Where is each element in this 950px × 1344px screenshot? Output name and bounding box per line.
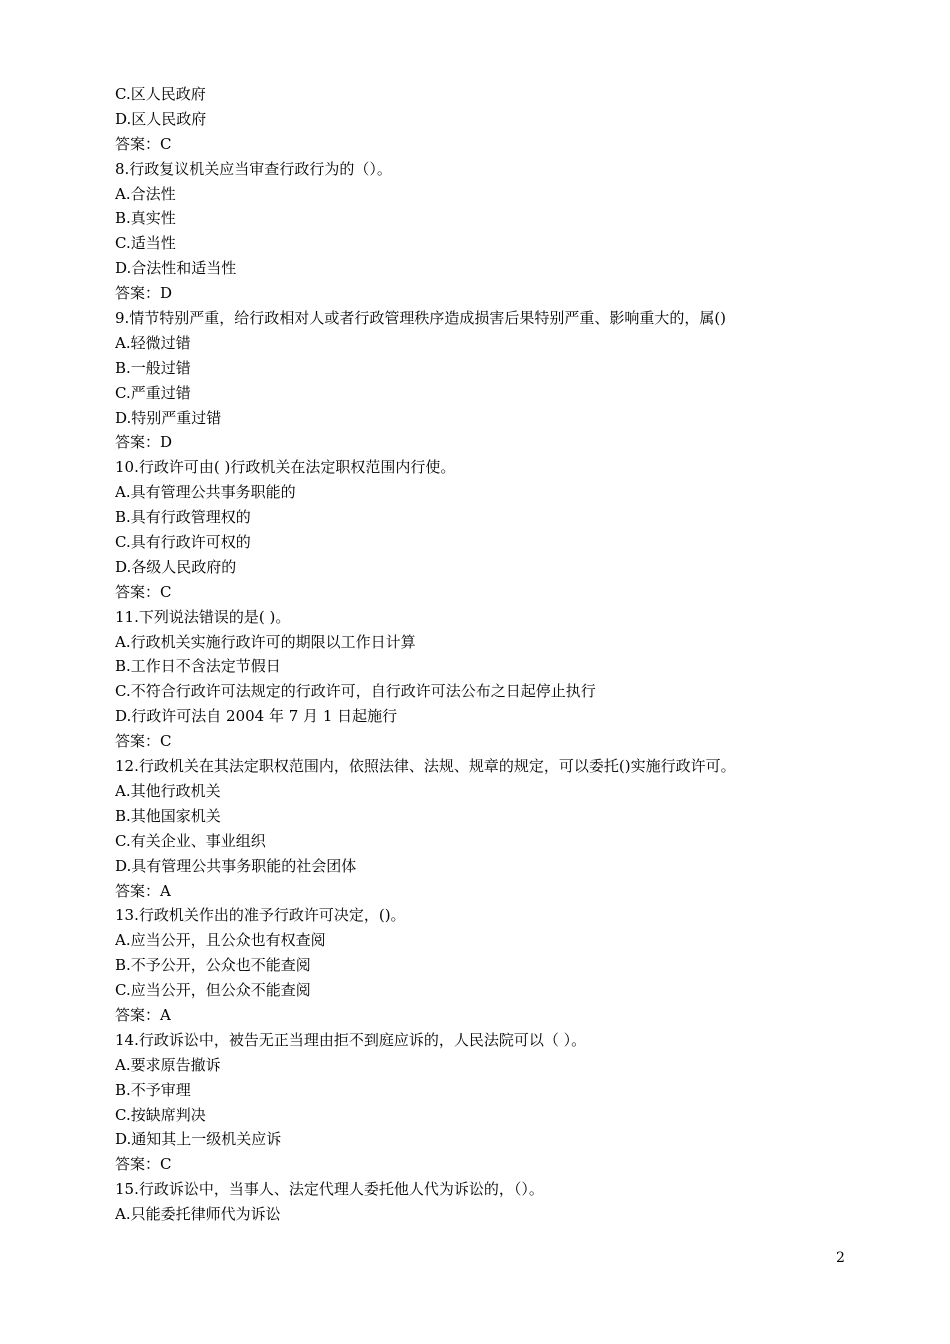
text-line: A.应当公开，且公众也有权查阅 (115, 931, 326, 950)
text-line: 10.行政许可由( )行政机关在法定职权范围内行使。 (115, 458, 456, 477)
text-line: A.其他行政机关 (115, 781, 221, 800)
text-line: B.工作日不含法定节假日 (115, 657, 281, 676)
text-line: A.行政机关实施行政许可的期限以工作日计算 (115, 632, 416, 651)
text-line: 答案：A (115, 881, 171, 900)
text-line: D.合法性和适当性 (115, 259, 237, 278)
text-line: 9.情节特别严重，给行政相对人或者行政管理秩序造成损害后果特别严重、影响重大的，属() (115, 309, 727, 328)
text-line: C.应当公开，但公众不能查阅 (115, 981, 311, 1000)
text-line: A.具有管理公共事务职能的 (115, 483, 296, 502)
text-line: 15.行政诉讼中，当事人、法定代理人委托他人代为诉讼的，（）。 (115, 1180, 544, 1199)
text-line: D.通知其上一级机关应诉 (115, 1130, 282, 1149)
text-line: A.只能委托律师代为诉讼 (115, 1205, 281, 1224)
text-line: 12.行政机关在其法定职权范围内，依照法律、法规、规章的规定，可以委托()实施行政许可。 (115, 757, 736, 776)
text-line: 11.下列说法错误的是( )。 (115, 607, 291, 626)
text-line: C.不符合行政许可法规定的行政许可，自行政许可法公布之日起停止执行 (115, 682, 596, 701)
text-line: 答案：D (115, 433, 173, 452)
document-body (115, 82, 835, 1227)
text-line: C.具有行政许可权的 (115, 533, 251, 552)
text-line: D.具有管理公共事务职能的社会团体 (115, 856, 357, 875)
text-line: C.严重过错 (115, 383, 191, 402)
text-line: B.真实性 (115, 209, 176, 228)
text-line: A.要求原告撤诉 (115, 1055, 221, 1074)
page-number: 2 (836, 1250, 845, 1266)
text-line: B.不予审理 (115, 1080, 191, 1099)
text-line: D.各级人民政府的 (115, 557, 237, 576)
text-line: 14.行政诉讼中，被告无正当理由拒不到庭应诉的，人民法院可以（ ）。 (115, 1030, 587, 1049)
text-line: C.有关企业、事业组织 (115, 831, 266, 850)
text-line: 答案：C (115, 134, 172, 153)
text-line: 答案：A (115, 1005, 171, 1024)
text-line: A.轻微过错 (115, 333, 191, 352)
text-line: B.其他国家机关 (115, 806, 221, 825)
text-line: C.区人民政府 (115, 85, 206, 103)
text-line: B.一般过错 (115, 358, 191, 377)
text-line: 答案：D (115, 284, 173, 303)
text-line: A.合法性 (115, 184, 176, 203)
text-line: B.具有行政管理权的 (115, 508, 251, 527)
text-line: D.特别严重过错 (115, 408, 222, 427)
text-line: 13.行政机关作出的准予行政许可决定，()。 (115, 906, 406, 925)
text-line: 答案：C (115, 582, 172, 601)
text-line: 答案：C (115, 1155, 172, 1174)
text-line: 答案：C (115, 732, 172, 751)
text-line: C.按缺席判决 (115, 1105, 206, 1124)
text-line: D.行政许可法自 2004 年 7 月 1 日起施行 (115, 707, 398, 726)
text-line: D.区人民政府 (115, 109, 207, 128)
text-line: B.不予公开，公众也不能查阅 (115, 956, 311, 975)
text-line: 8.行政复议机关应当审查行政行为的（）。 (115, 159, 392, 178)
text-line: C.适当性 (115, 234, 176, 253)
